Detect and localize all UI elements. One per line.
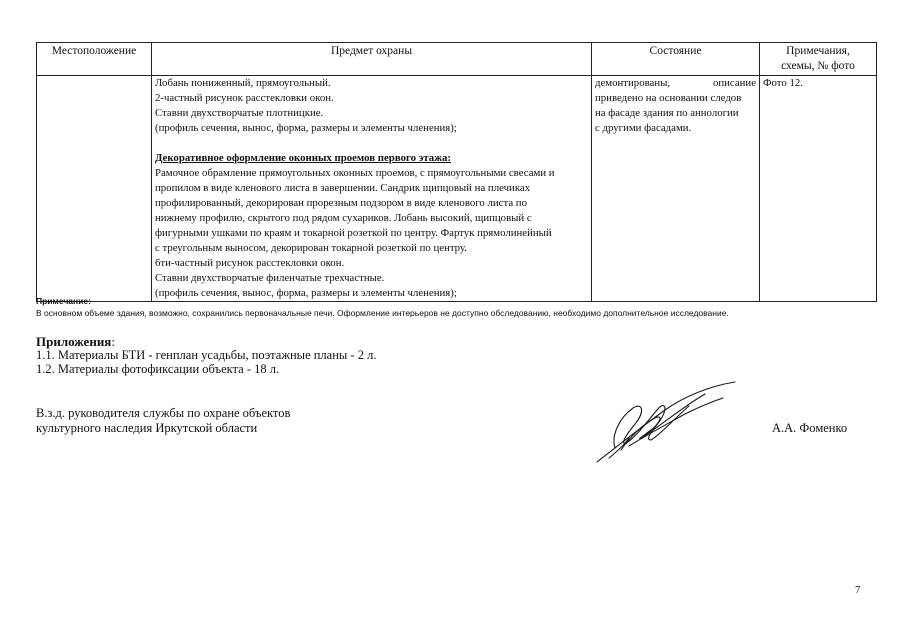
state-line: с другими фасадами. <box>595 122 692 134</box>
signatory-name: А.А. Фоменко <box>772 421 848 435</box>
subject-line: 6ти-частный рисунок расстекловки окон. <box>155 257 345 269</box>
handwritten-signature <box>585 378 745 468</box>
state-line: на фасаде здания по аннологии <box>595 107 739 119</box>
protection-subject-table <box>36 42 877 302</box>
cell-notes: Фото 12. <box>760 76 877 302</box>
state-word: описание <box>712 77 756 89</box>
state-word: демонтированы, <box>595 77 671 89</box>
subject-line: профилированный, декорирован прорезным подзором в виде кленового листа по <box>155 197 527 209</box>
header-notes <box>760 43 877 76</box>
appendix-item: 1.1. Материалы БТИ - генплан усадьбы, поэтажные планы - 2 л. <box>36 348 377 362</box>
note-text: В основном объеме здания, возможно, сохранились первоначальные печи. Оформление интерьеров не доступно обследованию, необходимо дополнительное исследование. <box>36 308 729 318</box>
table-row <box>37 76 877 302</box>
cell-state <box>592 76 760 302</box>
appendix-heading-label: Приложения <box>36 334 112 349</box>
appendix-item: 1.2. Материалы фотофиксации объекта - 18 л. <box>36 362 280 376</box>
subject-line: с треугольным выносом, декорирован токарной розеткой по центру. <box>155 242 467 254</box>
cell-location <box>37 76 152 302</box>
header-notes-line2: схемы, № фото <box>781 60 855 72</box>
header-state: Состояние <box>592 43 760 76</box>
subject-heading: Декоративное оформление оконных проемов первого этажа: <box>155 152 452 164</box>
signatory-title-line2: культурного наследия Иркутской области <box>36 421 258 435</box>
subject-line: Рамочное обрамление прямоугольных оконных проемов, с прямоугольными свесами и <box>155 167 555 179</box>
subject-line: пропилом в виде кленового листа в завершении. Сандрик щипцовый на плечиках <box>155 182 531 194</box>
header-notes-line1: Примечания, <box>786 45 850 57</box>
subject-line: 2-частный рисунок расстекловки окон. <box>155 92 334 104</box>
page-number: 7 <box>855 584 861 596</box>
state-first-line <box>595 76 756 91</box>
signatory-title-line1: В.з.д. руководителя службы по охране объектов <box>36 406 291 420</box>
subject-line: фигурными ушками по краям и токарной розеткой по центру. Фартук прямолинейный <box>155 227 552 239</box>
table-header-row <box>37 43 877 76</box>
header-location: Местоположение <box>37 43 152 76</box>
appendix-heading-colon: : <box>111 334 115 349</box>
subject-line: Ставни двухстворчатые филенчатые трехчастные. <box>155 272 385 284</box>
subject-spacer <box>155 136 588 151</box>
header-subject: Предмет охраны <box>152 43 592 76</box>
state-line: приведено на основании следов <box>595 92 742 104</box>
cell-subject <box>152 76 592 302</box>
subject-line: нижнему профилю, скрытого под рядом сухариков. Лобань высокий, щипцовый с <box>155 212 532 224</box>
subject-line: Лобань пониженный, прямоугольный. <box>155 77 331 89</box>
note-title: Примечание: <box>36 296 91 306</box>
subject-line: (профиль сечения, вынос, форма, размеры и элементы членения); <box>155 122 457 134</box>
subject-line: Ставни двухстворчатые плотницкие. <box>155 107 324 119</box>
subject-line: (профиль сечения, вынос, форма, размеры и элементы членения); <box>155 287 457 299</box>
